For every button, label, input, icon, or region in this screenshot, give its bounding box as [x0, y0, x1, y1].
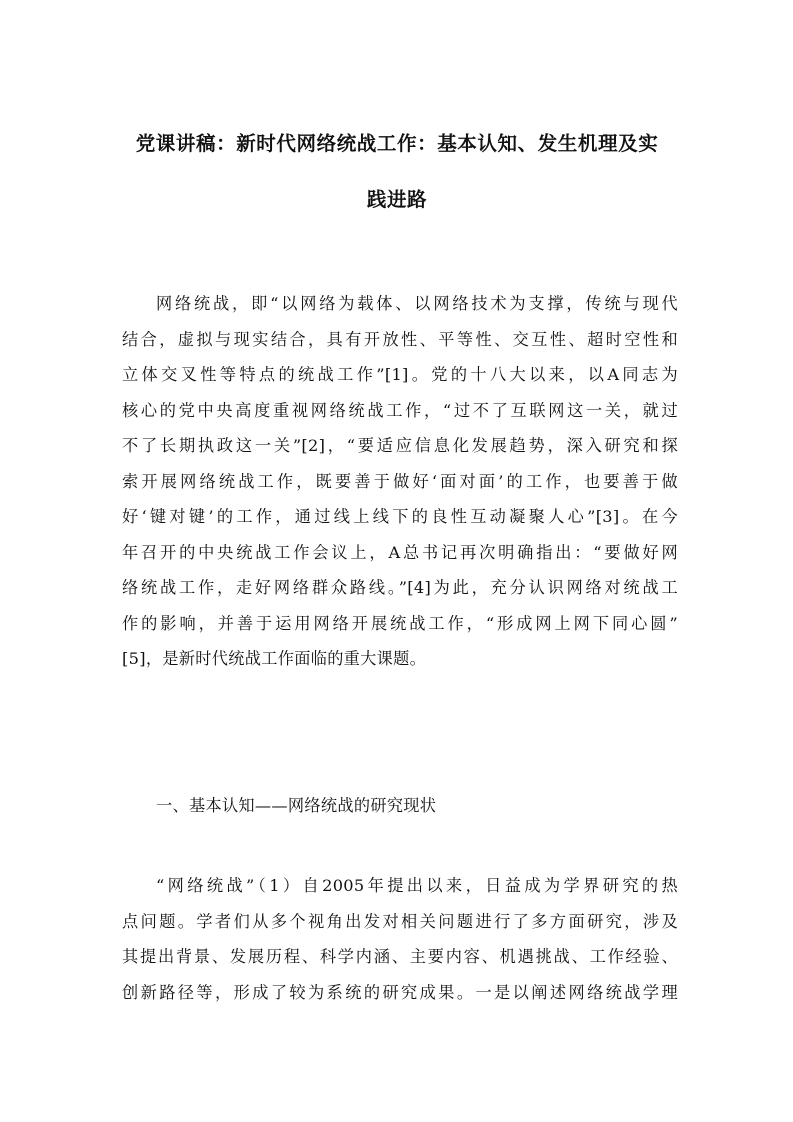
paragraph-line: 作的影响，并善于运用网络开展统战工作，“形成网上网下同心圆”: [122, 613, 678, 633]
paragraph-line: 其提出背景、发展历程、科学内涵、主要内容、机遇挑战、工作经验、: [122, 947, 678, 966]
paragraph-line: 网络统战，即“以网络为载体、以网络技术为支撑，传统与现代: [156, 294, 678, 313]
paragraph-line: 核心的党中央高度重视网络统战工作，“过不了互联网这一关，就过: [122, 400, 678, 420]
paragraph-line: 创新路径等，形成了较为系统的研究成果。一是以阐述网络统战学理: [122, 982, 678, 1002]
paragraph-research-status: [122, 868, 678, 1010]
paragraph-line: 不了长期执政这一关”[2]，“要适应信息化发展趋势，深入研究和探: [122, 436, 678, 455]
paragraph-line: [5]，是新时代统战工作面临的重大课题。: [122, 649, 427, 668]
title-line-1: 党课讲稿：新时代网络统战工作：基本认知、发生机理及实: [135, 132, 659, 155]
paragraph-line: 立体交叉性等特点的统战工作”[1]。党的十八大以来，以A同志为: [122, 365, 678, 384]
paragraph-line: “网络统战”（1）自2005年提出以来，日益成为学界研究的热: [156, 876, 678, 895]
section-heading-text: 一、基本认知——网络统战的研究现状: [156, 796, 437, 815]
title-line-2: 践进路: [366, 188, 428, 211]
paragraph-line: 索开展网络统战工作，既要善于做好‘面对面’的工作，也要善于做: [122, 471, 678, 491]
paragraph-line: 点问题。学者们从多个视角出发对相关问题进行了多方面研究，涉及: [122, 911, 678, 931]
document-title: [112, 116, 682, 228]
paragraph-line: 年召开的中央统战工作会议上，A总书记再次明确指出：“要做好网: [122, 542, 678, 562]
paragraph-line: 络统战工作，走好网络群众路线。”[4]为此，充分认识网络对统战工: [122, 578, 678, 597]
paragraph-line: 结合，虚拟与现实结合，具有开放性、平等性、交互性、超时空性和: [122, 329, 678, 349]
paragraph-intro: [122, 286, 678, 677]
paragraph-line: 好‘键对键’的工作，通过线上线下的良性互动凝聚人心”[3]。在今: [122, 507, 678, 526]
section-heading: [122, 788, 678, 824]
